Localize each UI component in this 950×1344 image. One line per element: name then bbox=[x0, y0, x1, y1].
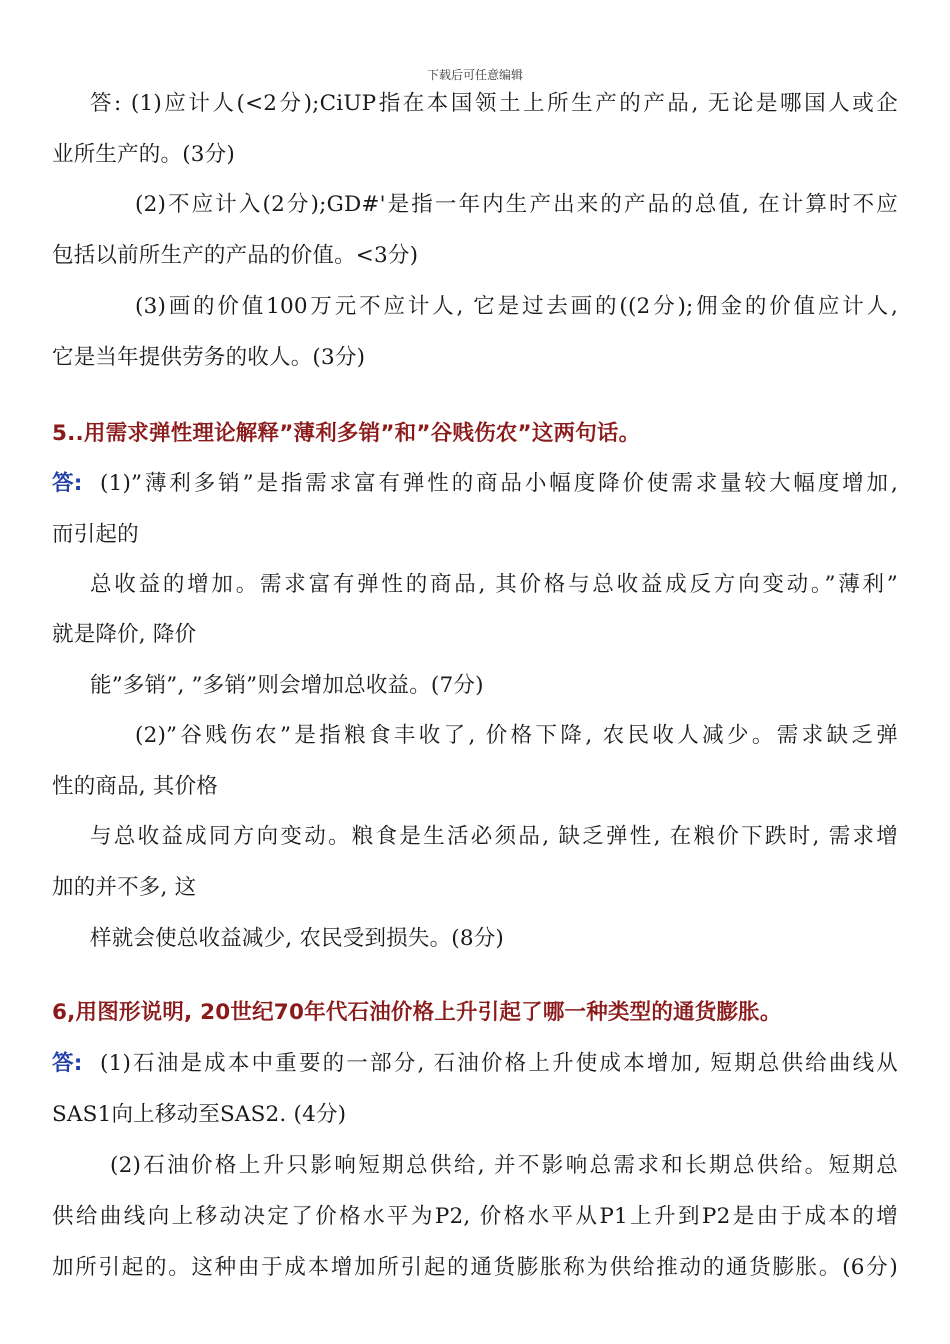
page-header: 下载后可任意编辑 bbox=[426, 68, 523, 82]
q6-answer-2-line1: (2)石油价格上升只影响短期总供给, 并不影响总需求和长期总供给。短期总 bbox=[110, 1153, 898, 1178]
question-6-heading: 6,用图形说明, 20世纪70年代石油价格上升引起了哪一种类型的通货膨胀。 bbox=[52, 1000, 782, 1025]
q5-answer-1-line3: 总收益的增加。需求富有弹性的商品, 其价格与总收益成反方向变动。”薄利” bbox=[90, 572, 898, 597]
prev-answer-p2-line1: (2)不应计入(2分);GD#'是指一年内生产出来的产品的总值, 在计算时不应 bbox=[135, 192, 898, 217]
q6-answer-1-line2: SAS1向上移动至SAS2. (4分) bbox=[52, 1102, 347, 1127]
q5-answer-2-line3: 与总收益成同方向变动。粮食是生活必须品, 缺乏弹性, 在粮价下跌时, 需求增 bbox=[90, 824, 898, 849]
q6-answer-2-line2: 供给曲线向上移动决定了价格水平为P2, 价格水平从P1上升到P2是由于成本的增 bbox=[52, 1204, 898, 1229]
prev-answer-p3-line2: 它是当年提供劳务的收人。(3分) bbox=[52, 345, 366, 370]
prev-answer-p2-line2: 包括以前所生产的产品的价值。<3分) bbox=[52, 243, 419, 268]
q5-answer-2-line5: 样就会使总收益减少, 农民受到损失。(8分) bbox=[90, 926, 505, 951]
q5-answer-2-line1: (2)”谷贱伤农”是指粮食丰收了, 价格下降, 农民收人减少。需求缺乏弹 bbox=[135, 723, 898, 748]
q5-answer-1-line4: 就是降价, 降价 bbox=[52, 622, 197, 647]
q6-answer-1-line1: (1)石油是成本中重要的一部分, 石油价格上升使成本增加, 短期总供给曲线从 bbox=[100, 1051, 898, 1076]
prev-answer-p1-line2: 业所生产的。(3分) bbox=[52, 142, 235, 167]
q6-answer-2-line3: 加所引起的。这种由于成本增加所引起的通货膨胀称为供给推动的通货膨胀。(6分) bbox=[52, 1255, 898, 1280]
prev-answer-p1-line1: 答: (1)应计人(<2分);CiUP指在本国领土上所生产的产品, 无论是哪国人或企 bbox=[90, 91, 898, 116]
q5-answer-1-line5: 能”多销”, ”多销”则会增加总收益。(7分) bbox=[90, 673, 484, 698]
q5-answer-2-line4: 加的并不多, 这 bbox=[52, 875, 197, 900]
q5-answer-1-line1: (1)”薄利多销”是指需求富有弹性的商品小幅度降价使需求量较大幅度增加, bbox=[100, 471, 898, 496]
q5-answer-2-line2: 性的商品, 其价格 bbox=[52, 774, 218, 799]
question-5-heading: 5..用需求弹性理论解释”薄利多销”和”谷贱伤农”这两句话。 bbox=[52, 421, 641, 446]
q5-answer-1-line2: 而引起的 bbox=[52, 522, 139, 547]
prev-answer-p3-line1: (3)画的价值100万元不应计人, 它是过去画的((2分);佣金的价值应计人, bbox=[135, 294, 898, 319]
question-5-answer-label: 答: bbox=[52, 471, 83, 496]
question-6-answer-label: 答: bbox=[52, 1051, 83, 1076]
